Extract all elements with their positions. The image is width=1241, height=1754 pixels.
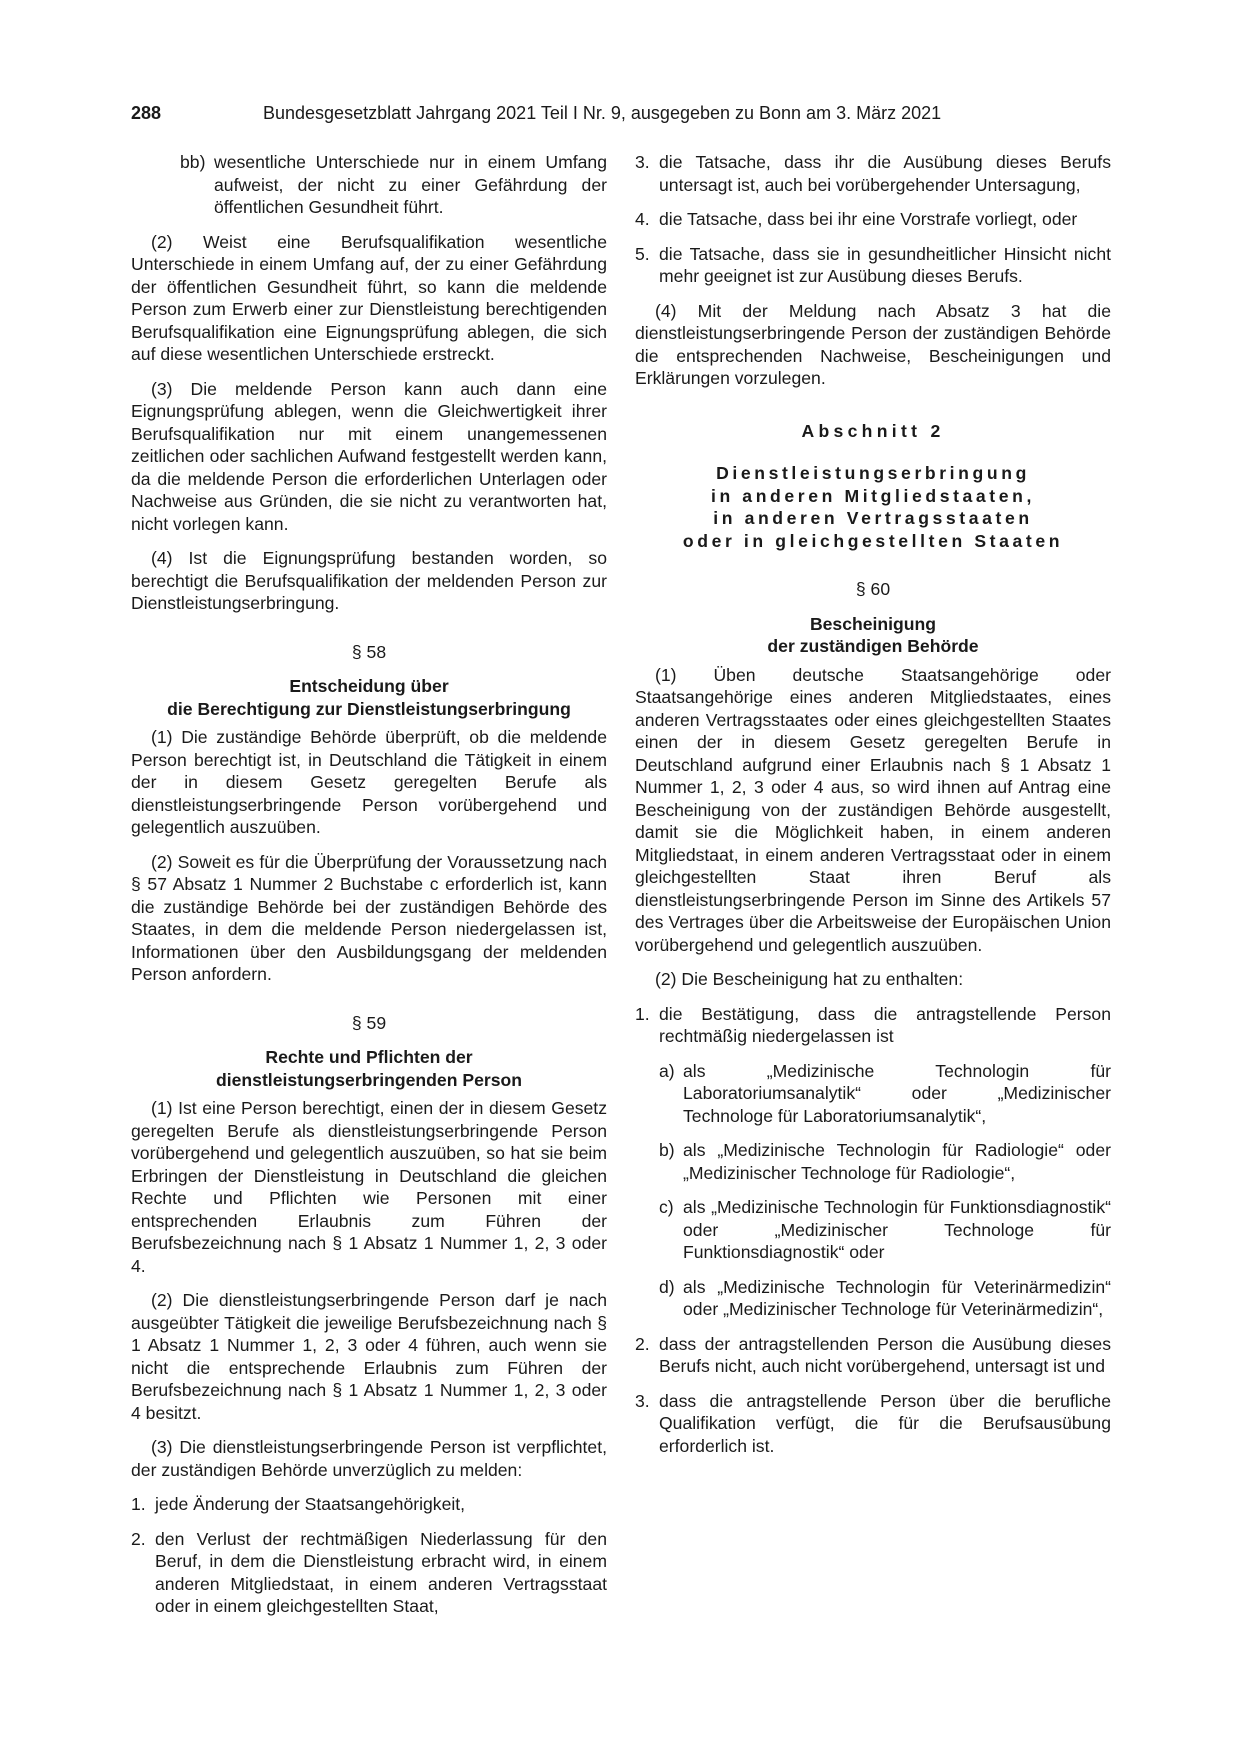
item-text: als „Medizinische Technologin für Funktionsdiagnostik“ oder „Medizinischer Technologe für Funktionsdiagnostik“ oder	[683, 1197, 1111, 1262]
item-number: bb)	[180, 152, 206, 172]
chapter-title-line: Dienstleistungserbringung	[716, 463, 1030, 483]
item-letter: a)	[659, 1060, 675, 1081]
list-item	[131, 1528, 607, 1618]
item-text: dass der antragstellenden Person die Ausübung dieses Berufs nicht, auch nicht vorübergehend, untersagt ist und	[659, 1333, 1111, 1376]
item-letter: c)	[659, 1197, 674, 1217]
sub-list-item	[659, 1276, 1111, 1321]
paragraph-60-1: (1) Üben deutsche Staatsangehörige oder Staatsangehörige eines anderen Mitgliedstaates, eines anderen Vertragsstaates oder eines gleichgestellten Staates einen der in diesem Gesetz geregelten Berufe in Deutschland aufgrund einer Erlaubnis nach § 1 Absatz 1 Nummer 1, 2, 3 oder 4 aus, so wird ihnen auf Antrag eine Bescheinigung von der zuständigen Behörde ausgestellt, damit sie die Möglichkeit haben, in einem anderen Mitgliedstaat, in einem anderen Vertragsstaat oder in einem gleichgestellten Staat ihren Beruf als dienstleistungserbringende Person im Sinne des Artikels 57 des Vertrages über die Arbeitsweise der Europäischen Union vorübergehend und gelegentlich auszuüben.	[635, 664, 1111, 955]
page-header	[131, 101, 1111, 125]
item-letter: b)	[659, 1140, 675, 1160]
sub-list-item	[659, 1060, 1111, 1128]
list-item	[635, 1333, 1111, 1378]
item-letter: d)	[659, 1276, 675, 1297]
paragraph-57-3: (3) Die meldende Person kann auch dann eine Eignungsprüfung ablegen, wenn die Gleichwertigkeit ihrer Berufsqualifikation nur mit einem unangemessenen zeitlichen oder sachlichen Aufwand festgestellt werden kann, da die meldende Person die erforderlichen Unterlagen oder Nachweise aus Gründen, die sie nicht zu verantworten hat, nicht vorlegen kann.	[131, 378, 607, 534]
item-number: 5.	[635, 243, 650, 264]
item-text: den Verlust der rechtmäßigen Niederlassung für den Beruf, in dem die Dienstleistung erbracht wird, in einem anderen Mitgliedstaat, in einem anderen Vertragsstaat oder in einem gleichgestellten Staat,	[155, 1528, 607, 1616]
paragraph-58-2: (2) Soweit es für die Überprüfung der Voraussetzung nach § 57 Absatz 1 Nummer 2 Buchstabe c erforderlich ist, kann die zuständige Behörde bei der zuständigen Behörde des Staates, in dem die meldende Person niedergelassen ist, Informationen über den Ausbildungsgang der meldenden Person anfordern.	[131, 851, 607, 984]
item-text: die Tatsache, dass sie in gesundheitlicher Hinsicht nicht mehr geeignet ist zur Ausübung dieses Berufs.	[659, 243, 1111, 286]
item-text: als „Medizinische Technologin für Veterinärmedizin“ oder „Medizinischer Technologe für Veterinärmedizin“,	[683, 1276, 1111, 1319]
paragraph-57-4: (4) Ist die Eignungsprüfung bestanden worden, so berechtigt die Berufsqualifikation der meldenden Person zur Dienstleistungserbringung.	[131, 548, 607, 613]
chapter-title-line: oder in gleichgestellten Staaten	[682, 530, 1064, 551]
section-title-line: Rechte und Pflichten der	[265, 1047, 473, 1067]
section-59-sign: § 59	[351, 1012, 387, 1033]
paragraph-58-1: (1) Die zuständige Behörde überprüft, ob die meldende Person berechtigt ist, in Deutschland die Tätigkeit in einem der in diesem Gesetz geregelten Berufe als dienstleistungserbringende Person vorübergehend und gelegentlich auszuüben.	[131, 727, 607, 837]
item-number: 3.	[635, 1390, 650, 1411]
list-item	[635, 208, 1111, 231]
item-number: 2.	[635, 1333, 650, 1354]
item-number: 1.	[635, 1003, 650, 1024]
chapter-label: Abschnitt 2	[801, 420, 945, 441]
item-text: jede Änderung der Staatsangehörigkeit,	[155, 1494, 466, 1514]
section-60-sign: § 60	[855, 579, 891, 599]
section-58-title	[131, 675, 607, 720]
running-head: Bundesgesetzblatt Jahrgang 2021 Teil I Nr. 9, ausgegeben zu Bonn am 3. März 2021	[263, 103, 942, 123]
section-title-line: Bescheinigung	[809, 613, 937, 634]
list-item	[635, 1390, 1111, 1458]
section-title-line: die Berechtigung zur Dienstleistungserbringung	[167, 698, 571, 719]
list-item-bb	[180, 151, 607, 219]
item-number: 3.	[635, 152, 650, 172]
item-number: 4.	[635, 209, 650, 229]
chapter-title	[635, 462, 1111, 552]
item-text: als „Medizinische Technologin für Radiologie“ oder „Medizinischer Technologe für Radiologie“,	[683, 1140, 1111, 1183]
section-title-line: Entscheidung über	[289, 676, 449, 696]
sub-list-item	[659, 1139, 1111, 1184]
paragraph-59-1: (1) Ist eine Person berechtigt, einen der in diesem Gesetz geregelten Berufe als dienstleistungserbringende Person vorübergehend und gelegentlich auszuüben, so hat sie beim Erbringen der Dienstleistung in Deutschland die gleichen Rechte und Pflichten wie Personen mit einer entsprechenden Erlaubnis zum Führen der Berufsbezeichnung nach § 1 Absatz 1 Nummer 1, 2, 3 oder 4.	[131, 1098, 607, 1276]
item-text: die Tatsache, dass ihr die Ausübung dieses Berufs untersagt ist, auch bei vorübergehender Untersagung,	[659, 152, 1111, 195]
section-60-title	[635, 613, 1111, 658]
paragraph-60-2: (2) Die Bescheinigung hat zu enthalten:	[655, 969, 964, 989]
list-item	[635, 1003, 1111, 1048]
paragraph-59-3: (3) Die dienstleistungserbringende Person ist verpflichtet, der zuständigen Behörde unverzüglich zu melden:	[131, 1437, 607, 1480]
paragraph-59-4: (4) Mit der Meldung nach Absatz 3 hat die dienstleistungserbringende Person der zuständigen Behörde die entsprechenden Nachweise, Bescheinigungen und Erklärungen vorzulegen.	[635, 300, 1111, 388]
right-column	[635, 151, 1111, 1469]
section-58-sign: § 58	[351, 641, 387, 662]
page-number: 288	[131, 103, 162, 123]
item-text: wesentliche Unterschiede nur in einem Umfang aufweist, der nicht zu einer Gefährdung der öffentlichen Gesundheit führt.	[214, 152, 607, 217]
list-item	[131, 1493, 607, 1516]
paragraph-59-2: (2) Die dienstleistungserbringende Person darf je nach ausgeübter Tätigkeit die jeweilige Berufsbezeichnung nach § 1 Absatz 1 Nummer 1, 2, 3 oder 4 führen, auch wenn sie nicht die entsprechende Erlaubnis zum Führen der Berufsbezeichnung nach § 1 Absatz 1 Nummer 1, 2, 3 oder 4 besitzt.	[131, 1290, 607, 1423]
item-number: 1.	[131, 1494, 146, 1514]
item-text: die Bestätigung, dass die antragstellende Person rechtmäßig niedergelassen ist	[659, 1003, 1111, 1046]
item-number: 2.	[131, 1528, 146, 1549]
item-text: als „Medizinische Technologin für Laboratoriumsanalytik“ oder „Medizinischer Technologe für Laboratoriumsanalytik“,	[683, 1060, 1111, 1126]
section-59-title	[131, 1046, 607, 1091]
sub-list-item	[659, 1196, 1111, 1264]
chapter-title-line: in anderen Vertragsstaaten	[713, 508, 1033, 528]
item-text: dass die antragstellende Person über die berufliche Qualifikation verfügt, die für die Berufsausübung erforderlich ist.	[659, 1390, 1111, 1456]
paragraph-57-2: (2) Weist eine Berufsqualifikation wesentliche Unterschiede in einem Umfang auf, der zu einer Gefährdung der öffentlichen Gesundheit führt, so kann die meldende Person zum Erwerb einer zur Dienstleistung berechtigenden Berufsqualifikation eine Eignungsprüfung ablegen, die sich auf diese wesentlichen Unterschiede erstreckt.	[131, 231, 607, 364]
list-item	[635, 151, 1111, 196]
list-item	[635, 243, 1111, 288]
section-title-line: der zuständigen Behörde	[767, 636, 979, 656]
item-text: die Tatsache, dass bei ihr eine Vorstrafe vorliegt, oder	[659, 209, 1078, 229]
left-column	[131, 151, 607, 1630]
section-title-line: dienstleistungserbringenden Person	[216, 1069, 522, 1090]
chapter-title-line: in anderen Mitgliedstaaten,	[710, 485, 1035, 506]
